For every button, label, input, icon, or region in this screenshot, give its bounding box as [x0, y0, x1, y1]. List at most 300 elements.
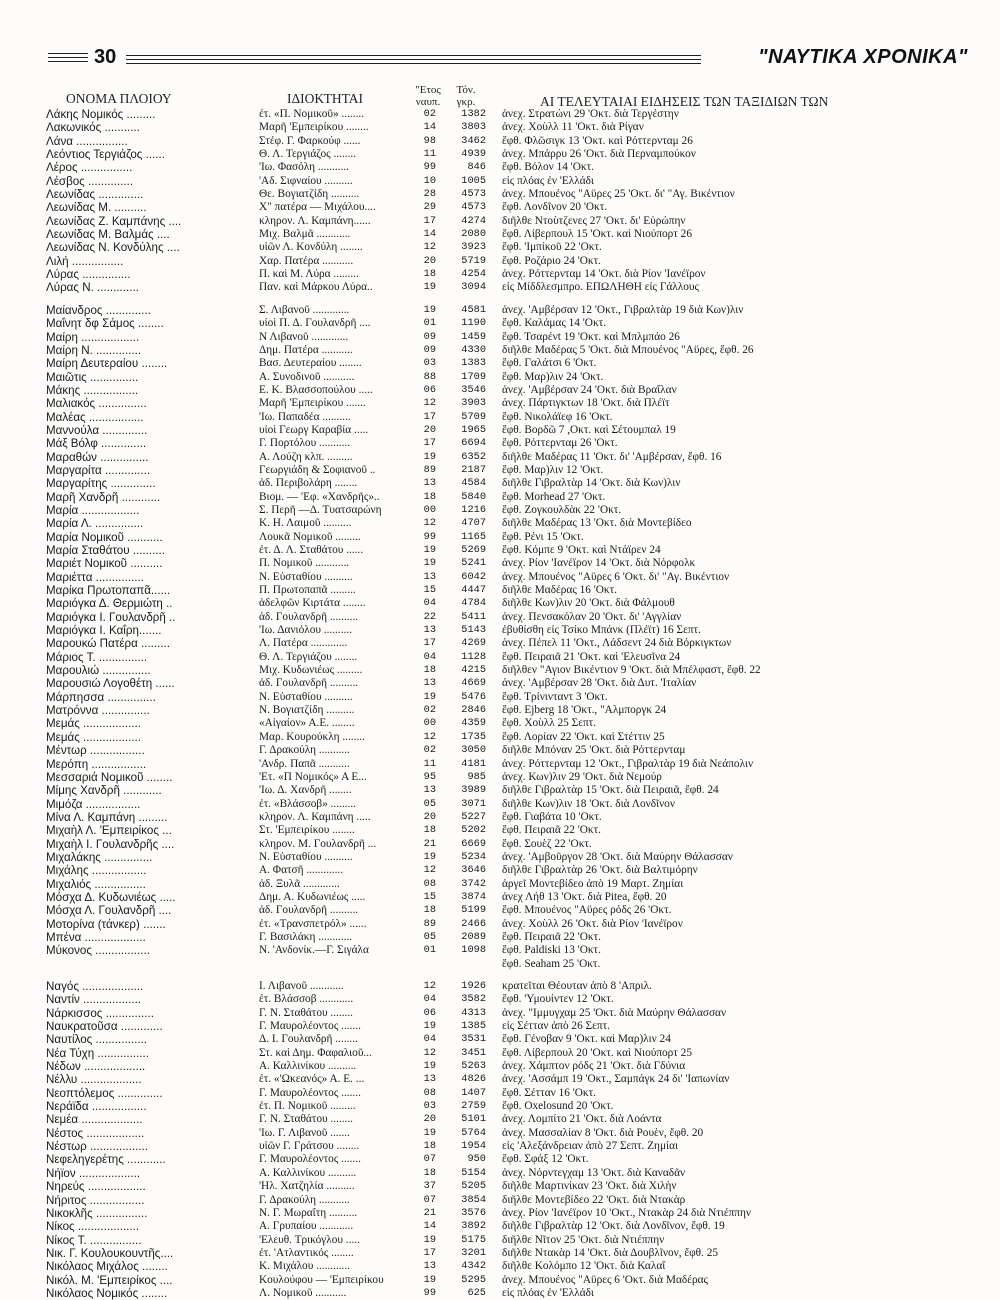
- table-row: [46, 704, 966, 717]
- table-row: [46, 1113, 966, 1126]
- build-year: 03: [423, 1100, 436, 1113]
- build-year: 19: [423, 1060, 436, 1073]
- gross-tonnage: 1098: [461, 944, 486, 957]
- voyage-news: ἀνεχ. 'Αμβέρσαν 12 'Οκτ., Γιβραλτὰρ 19 διὰ Κων)λιν: [502, 303, 744, 316]
- voyage-news: ἔφθ. Λονδῖνον 20 'Οκτ.: [502, 201, 608, 214]
- owner-name: Α. Φατσῆ .............: [259, 864, 344, 877]
- owner-name: Π. Νομικοῦ ............: [259, 557, 350, 570]
- gross-tonnage: 4313: [461, 1006, 486, 1019]
- voyage-news: ἀνεχ. 'Αμβέρσαν 24 'Οκτ. διὰ Βραΐλαν: [502, 383, 677, 396]
- owner-name: Κ. Μιχάλου ............: [259, 1260, 351, 1273]
- gross-tonnage: 3546: [461, 383, 486, 396]
- table-row: [46, 758, 966, 771]
- build-year: 29: [423, 201, 436, 214]
- voyage-news: εἰς Μίδδλεσμπρο. ΕΠΩΛΗΘΗ εἰς Γάλλους: [502, 281, 699, 294]
- ship-name: Μαρίκα Πρωτοπαπᾶ......: [46, 584, 171, 598]
- table-row: [46, 241, 966, 254]
- gross-tonnage: 4707: [461, 517, 486, 530]
- owner-name: Α. Λούζη κλπ. .........: [259, 450, 353, 463]
- table-row: [46, 188, 966, 201]
- table-row: [46, 1180, 966, 1193]
- build-year: 06: [423, 1006, 436, 1019]
- ship-name: Μαλέας .................: [46, 410, 144, 424]
- build-year: 18: [423, 1140, 436, 1153]
- ship-name: Μιχαλιός ................: [46, 877, 146, 891]
- table-row: [46, 1020, 966, 1033]
- gross-tonnage: 5764: [461, 1126, 486, 1139]
- owner-name: 'Ιω. Δανιόλου ..........: [259, 624, 353, 637]
- voyage-news: ἔφθ. Μαρ)λιν 24 'Οκτ.: [502, 370, 604, 383]
- ship-name: Ναυτίλος ................: [46, 1033, 147, 1047]
- build-year: 13: [423, 570, 436, 583]
- ship-name: Μαρία ..................: [46, 503, 140, 517]
- gross-tonnage: 3451: [461, 1046, 486, 1059]
- voyage-news: διῆλθε Ντοὺτζενες 27 'Οκτ. δι' Εὐρώπην: [502, 214, 686, 227]
- gross-tonnage: 1190: [461, 317, 486, 330]
- table-row: [46, 1060, 966, 1073]
- voyage-news: ἔφθ. Γένοβαν 9 'Οκτ. καὶ Μαρ)λιν 24: [502, 1033, 671, 1046]
- build-year: 19: [423, 1020, 436, 1033]
- table-row: [46, 931, 966, 944]
- voyage-news: διῆλθε Μαδέρας 13 'Οκτ. διὰ Μοντεβίδεο: [502, 517, 692, 530]
- table-row: [46, 691, 966, 704]
- build-year: 88: [423, 370, 436, 383]
- ship-name: Νέστος ..................: [46, 1126, 145, 1140]
- owner-name: ἀδ. Γουλανδρῆ ..........: [259, 677, 359, 690]
- ship-name: Νήϊον ...................: [46, 1166, 141, 1180]
- owner-name: ἀδ. Περιβολάρη ........: [259, 477, 358, 490]
- voyage-news: κρατεῖται Θέουταν ἀπὸ 8 'Απριλ.: [502, 980, 652, 992]
- table-row: [46, 215, 966, 228]
- build-year: 12: [423, 241, 436, 254]
- table-row: [46, 1247, 966, 1260]
- ship-name: Νικοκλῆς ................: [46, 1206, 148, 1220]
- owner-name: Παν. καὶ Μάρκου Λύρα..: [259, 281, 373, 294]
- build-year: 11: [423, 757, 436, 770]
- owner-name: Βασ. Δευτεραίου ........: [259, 357, 362, 370]
- table-row: [46, 424, 966, 437]
- build-year: 14: [423, 121, 436, 134]
- voyage-news: ἐβυθίσθη εἰς Τσίκο Μπάνκ (Πλέϊτ) 16 Σεπτ.: [502, 624, 701, 637]
- gross-tonnage: 5295: [461, 1273, 486, 1286]
- gross-tonnage: 1383: [461, 357, 486, 370]
- owner-name: 'Αδ. Σιφναίου ..........: [259, 174, 353, 187]
- table-row: [46, 437, 966, 450]
- table-row: [46, 1153, 966, 1166]
- build-year: 19: [423, 303, 436, 316]
- ship-name: Νέδων ...................: [46, 1060, 146, 1074]
- owner-name: Λ. Πατέρα .............: [259, 637, 348, 650]
- build-year: 00: [423, 717, 436, 730]
- ship-name: Μύκονος .................: [46, 944, 150, 958]
- owner-name: 'Ετ. «Π Νομικός» Α Ε...: [259, 770, 367, 783]
- build-year: 04: [423, 993, 436, 1006]
- ship-name: Νικόλαος Νομικός ........: [46, 1286, 168, 1300]
- owner-name: ἀδελφῶν Κιρτάτα ........: [259, 597, 366, 610]
- column-header-name: ΟΝΟΜΑ ΠΛΟΙΟΥ: [66, 91, 172, 106]
- voyage-news: ἔφθ. Χοὺλλ 25 Σεπτ.: [502, 717, 597, 730]
- owner-name: Σ. Περῆ —Δ. Τυατσαρώνη: [259, 503, 382, 516]
- build-year: 12: [423, 397, 436, 410]
- owner-name: 'Ανδρ. Παπᾶ ...........: [259, 757, 350, 770]
- voyage-news: διῆλθε Μαδέρας 5 'Οκτ. διὰ Μπουένος "Αϋρες, ἔφθ. 26: [502, 343, 754, 356]
- owner-name: Ν. Εὐσταθίου ..........: [259, 570, 353, 583]
- voyage-news: ἔφθ. Νικολάϊεφ 16 'Οκτ.: [502, 410, 613, 423]
- build-year: 95: [423, 770, 436, 783]
- table-row: [46, 838, 966, 851]
- gross-tonnage: 4581: [461, 303, 486, 316]
- table-row: [46, 121, 966, 134]
- voyage-news: ἔφθ. 'Υμουίντεν 12 'Οκτ.: [502, 993, 614, 1006]
- gross-tonnage: 3094: [461, 281, 486, 294]
- ship-name: Νέλλυ ...................: [46, 1073, 142, 1087]
- ship-name: Λιλή ................: [46, 254, 124, 268]
- voyage-news: διῆλθε Μαδέρας 16 'Οκτ.: [502, 584, 617, 597]
- build-year: 15: [423, 584, 436, 597]
- voyage-news: ἔφθ. Καλάμας 14 'Οκτ.: [502, 317, 607, 330]
- gross-tonnage: 6352: [461, 450, 486, 463]
- ship-name: Λεωνίδας Ν. Κονδύλης ....: [46, 241, 180, 255]
- table-row: [46, 717, 966, 730]
- owner-name: Μαρῆ 'Εμπειρίκου .......: [259, 397, 366, 410]
- owner-name: Α. Γρυπαίου ............: [259, 1220, 354, 1233]
- ship-name: Μόσχα Δ. Κυδωνιέως .....: [46, 890, 176, 904]
- voyage-news: ἀνεχ. Μασσαλίαν 8 'Οκτ. διὰ Ρουὲν, ἔφθ. 20: [502, 1126, 704, 1139]
- owner-name: 'Ηλ. Χατζηλία ..........: [259, 1180, 355, 1193]
- build-year: 12: [423, 864, 436, 877]
- table-row: [46, 517, 966, 530]
- owner-name: Ν. Εὐσταθίου ..........: [259, 850, 353, 863]
- voyage-news: ἔφθ. Πειραιᾶ 22 'Οκτ.: [502, 930, 601, 943]
- owner-name: 'Ιω. Φασόλη ...........: [259, 161, 349, 174]
- ship-name: Λακωνικός ...........: [46, 121, 140, 135]
- gross-tonnage: 4269: [461, 637, 486, 650]
- gross-tonnage: 5476: [461, 690, 486, 703]
- table-row: [46, 344, 966, 357]
- table-row: [46, 331, 966, 344]
- owner-name: Α. Καλλινίκου ..........: [259, 1166, 357, 1179]
- ship-name: Νικ. Γ. Κουλουκουντῆς....: [46, 1246, 174, 1260]
- owner-name: ἀδ. Γουλανδρῆ ..........: [259, 610, 359, 623]
- table-row: [46, 464, 966, 477]
- owner-name: Δ. Ι. Γουλανδρῆ ........: [259, 1033, 358, 1046]
- table-row: [46, 491, 966, 504]
- table-row: [46, 958, 966, 971]
- table-row: [46, 228, 966, 241]
- owner-name: Γ. Βασιλάκη ............: [259, 930, 353, 943]
- owner-name: Δημ. Πατέρα ...........: [259, 343, 353, 356]
- table-row: [46, 317, 966, 330]
- owner-name: Μαρῆ 'Εμπειρίκου ........: [259, 121, 369, 134]
- table-row: [46, 1127, 966, 1140]
- voyage-news: ἔφθ. Σφάξ 12 'Οκτ.: [502, 1153, 589, 1166]
- ship-name: Μάξ Βόλφ ..............: [46, 437, 147, 451]
- voyage-news: ἔφθ. Ροζάριο 24 'Οκτ.: [502, 254, 601, 267]
- voyage-news: ἔφθ. Morhead 27 'Οκτ.: [502, 490, 606, 503]
- gross-tonnage: 5202: [461, 824, 486, 837]
- ship-name: Λύρας Ν. .............: [46, 281, 139, 295]
- table-row: [46, 1140, 966, 1153]
- gross-tonnage: 3201: [461, 1246, 486, 1259]
- table-row: [46, 268, 966, 281]
- owner-name: Μιχ. Κυδωνιέως .........: [259, 664, 363, 677]
- ship-name: Λάκης Νομικός .........: [46, 108, 156, 121]
- ship-name: Λεόντιος Τεργιάζος ......: [46, 148, 165, 162]
- ship-name: Μίνα Λ. Καμπάνη .........: [46, 810, 168, 824]
- gross-tonnage: 1459: [461, 330, 486, 343]
- ship-name: Μιχαὴλ Λ. 'Εμπειρίκος ...: [46, 824, 172, 838]
- voyage-news: διῆλθε Μπόναν 25 'Οκτ. διὰ Ρόττερνταμ: [502, 744, 686, 757]
- table-row: [46, 477, 966, 490]
- voyage-news: ἀνεχ. 'Αμβοῦργον 28 'Οκτ. διὰ Μαύρην Θάλασσαν: [502, 850, 733, 863]
- owner-name: Γεωργιάδη & Σοφιανοῦ ..: [259, 463, 376, 476]
- build-year: 18: [423, 1166, 436, 1179]
- owner-name: υἱοὶ Γεωργ Καραβία .....: [259, 423, 369, 436]
- table-row: [46, 175, 966, 188]
- ship-name: Μιμόζα .................: [46, 797, 141, 811]
- build-year: 14: [423, 228, 436, 241]
- build-year: 89: [423, 917, 436, 930]
- ship-name: Μερόπη .................: [46, 757, 147, 771]
- ship-name: Νήριτος .................: [46, 1193, 145, 1207]
- ship-name: Νεράϊδα .................: [46, 1100, 147, 1114]
- build-year: 37: [423, 1180, 436, 1193]
- voyage-news: ἔφθ. Paldiski 13 'Οκτ.: [502, 944, 601, 957]
- table-row: [46, 1287, 966, 1300]
- ship-name: Μιχάλης .................: [46, 864, 147, 878]
- table-row: [46, 531, 966, 544]
- column-header-news: ΑΙ ΤΕΛΕΥΤΑΙΑΙ ΕΙΔΗΣΕΙΣ ΤΩΝ ΤΑΞΙΔΙΩΝ ΤΩΝ: [540, 94, 829, 109]
- build-year: 19: [423, 557, 436, 570]
- voyage-news: ἀνεχ. Χοὺλλ 11 'Οκτ. διὰ Ρίγαν: [502, 121, 644, 134]
- ship-name: Μαίρη ..................: [46, 330, 140, 344]
- gross-tonnage: 2466: [461, 917, 486, 930]
- ship-name: Μοτορίνα (τάνκερ) .......: [46, 917, 166, 931]
- owner-name: Γ. Μαυρολέοντος .......: [259, 1086, 361, 1099]
- voyage-news: εἰς πλόας ἐν 'Ελλάδι: [502, 174, 594, 187]
- voyage-news: διῆλθε Μοντεβίδεο 22 'Οκτ. διὰ Ντακὰρ: [502, 1193, 686, 1206]
- table-row: [46, 878, 966, 891]
- table-row: [46, 891, 966, 904]
- header-rule-middle: [126, 52, 701, 64]
- ship-name: Νηρεύς ..................: [46, 1180, 146, 1194]
- ship-name: Ναυκρατοῦσα .............: [46, 1020, 163, 1034]
- build-year: 18: [423, 490, 436, 503]
- voyage-news: ἀνεχ. Πενσακόλαν 20 'Οκτ. δι' 'Αγγλίαν: [502, 610, 682, 623]
- build-year: 00: [423, 503, 436, 516]
- gross-tonnage: 1385: [461, 1020, 486, 1033]
- build-year: 17: [423, 637, 436, 650]
- gross-tonnage: 4939: [461, 148, 486, 161]
- build-year: 20: [423, 423, 436, 436]
- gross-tonnage: 2080: [461, 228, 486, 241]
- owner-name: Γ. Μαυρολέοντος .......: [259, 1020, 361, 1033]
- gross-tonnage: 3923: [461, 241, 486, 254]
- build-year: 07: [423, 1193, 436, 1206]
- voyage-news: ἀργεῖ Μοντεβίδεο ἀπὸ 19 Μαρτ. Ζημίαι: [502, 877, 684, 890]
- column-header-owners: ΙΔΙΟΚΤΗΤΑΙ: [287, 91, 363, 106]
- voyage-news: ἀνεχ. Μπουένος "Αϋρες 25 'Οκτ. δι' "Αγ. Βικέντιον: [502, 188, 735, 201]
- ship-name: Μαρῆ Χανδρῆ ............: [46, 490, 161, 504]
- owner-name: ἐτ. 'Ατλαντικός ........: [259, 1246, 354, 1259]
- owner-name: Α. Καλλινίκου ..........: [259, 1060, 357, 1073]
- table-row: [46, 1100, 966, 1113]
- owner-name: υἱοὶ Π. Δ. Γουλανδρῆ ....: [259, 317, 371, 330]
- voyage-news: ἔφθ. Seaham 25 'Οκτ.: [502, 957, 601, 970]
- gross-tonnage: 6669: [461, 837, 486, 850]
- build-year: 18: [423, 824, 436, 837]
- ship-name: Μαριέτ Νομικοῦ ..........: [46, 557, 163, 571]
- table-row: [46, 397, 966, 410]
- ship-name: Μαιῶτις ...............: [46, 370, 139, 384]
- gross-tonnage: 5101: [461, 1113, 486, 1126]
- owner-name: Βιομ. — 'Εφ. «Χανδρῆς»..: [259, 490, 380, 503]
- ship-name: Μάκης .................: [46, 383, 139, 397]
- ship-name: Μαίανδρος ..............: [46, 303, 151, 317]
- owner-name: Π. Πρωτοπαπᾶ .........: [259, 584, 356, 597]
- build-year: 18: [423, 664, 436, 677]
- ship-name: Ματρόννα ...............: [46, 704, 150, 718]
- table-row: [46, 304, 966, 317]
- gross-tonnage: 4584: [461, 477, 486, 490]
- table-row: [46, 148, 966, 161]
- build-year: 10: [423, 174, 436, 187]
- owner-name: Δημ. Α. Κυδωνιέως .....: [259, 890, 366, 903]
- voyage-news: ἔφθ. Πειραιᾶ 22 'Οκτ.: [502, 824, 601, 837]
- voyage-news: ἀνεχ. "Ιμμυγχαμ 25 'Οκτ. διὰ Μαύρην Θάλασσαν: [502, 1006, 727, 1019]
- ship-name: Λεωνίδας ..............: [46, 188, 144, 202]
- gross-tonnage: 5199: [461, 904, 486, 917]
- build-year: 05: [423, 930, 436, 943]
- table-row: [46, 904, 966, 917]
- owner-name: ἐτ. Π. Νομικοῦ .........: [259, 1100, 356, 1113]
- owner-name: Λ. Νομικοῦ ...........: [259, 1286, 347, 1299]
- ship-name: Νίκος ...................: [46, 1220, 140, 1234]
- build-year: 22: [423, 610, 436, 623]
- voyage-news: ἀνεχ. Ρίον 'Ιανέϊρον 10 'Οκτ., Ντακὰρ 24 διὰ Ντιέππην: [502, 1206, 752, 1219]
- ship-name: Μέντωρ .................: [46, 744, 145, 758]
- table-row: [46, 411, 966, 424]
- owner-name: Στ. 'Εμπειρίκου ........: [259, 824, 355, 837]
- ship-name: Μάριος Τ. ...............: [46, 650, 148, 664]
- gross-tonnage: 4330: [461, 343, 486, 356]
- gross-tonnage: 3071: [461, 797, 486, 810]
- build-year: 14: [423, 1220, 436, 1233]
- ship-name: Νίκος Τ. ................: [46, 1233, 142, 1247]
- gross-tonnage: 4215: [461, 664, 486, 677]
- owner-name: «Αἰγαίον» Α.Ε. ........: [259, 717, 355, 730]
- owner-name: Ν. Εὐσταθίου ..........: [259, 690, 353, 703]
- voyage-news: διῆλθε Γιβραλτὰρ 26 'Οκτ. διὰ Βαλτιμόρην: [502, 864, 698, 877]
- voyage-news: διῆλθε Νῖτον 25 'Οκτ. διὰ Ντιέππην: [502, 1233, 665, 1246]
- build-year: 19: [423, 1126, 436, 1139]
- table-row: [46, 1167, 966, 1180]
- build-year: 02: [423, 108, 436, 120]
- build-year: 04: [423, 650, 436, 663]
- table-row: [46, 384, 966, 397]
- table-row: [46, 1260, 966, 1273]
- gross-tonnage: 4254: [461, 268, 486, 281]
- gross-tonnage: 3531: [461, 1033, 486, 1046]
- table-row: [46, 571, 966, 584]
- ship-name: Νέα Τύχη ................: [46, 1046, 149, 1060]
- owner-name: Γ. Δρακούλη ...........: [259, 744, 350, 757]
- ship-name: Μαριόγκα Δ. Θερμιώτη ..: [46, 597, 173, 611]
- owner-name: ἀδ. Γουλανδρῆ ..........: [259, 904, 359, 917]
- voyage-news: ἔφθ. Oxelosund 20 'Οκτ.: [502, 1100, 614, 1113]
- owner-name: Χαρ. Πατέρα ...........: [259, 254, 354, 267]
- owner-name: Στέφ. Γ. Φαρκούφ ......: [259, 134, 361, 147]
- gross-tonnage: 5143: [461, 624, 486, 637]
- ship-name: Μαΐνητ δφ Σάμος ........: [46, 317, 164, 331]
- build-year: 02: [423, 704, 436, 717]
- build-year: 19: [423, 1233, 436, 1246]
- owner-name: Γ. Πορτόλου ...........: [259, 437, 351, 450]
- table-row: [46, 811, 966, 824]
- owner-name: ἐτ. «Τρανσπετρόλ» ......: [259, 917, 367, 930]
- build-year: 12: [423, 517, 436, 530]
- ship-name: Μαρία Σταθάτου ..........: [46, 544, 165, 557]
- voyage-news: διῆλθε Κων)λιν 20 'Οκτ. διὰ Φάλμουθ: [502, 597, 675, 610]
- voyage-news: ἀνεχ. 'Αμβέρσαν 28 'Οκτ. διὰ Δυτ. 'Ιταλίαν: [502, 677, 697, 690]
- voyage-news: ἀνεχ Λήθ 13 'Οκτ. διὰ Pitea, ἔφθ. 20: [502, 890, 667, 903]
- table-row: [46, 864, 966, 877]
- ship-name: Μαρουκώ Πατέρα .........: [46, 637, 171, 651]
- build-year: 09: [423, 330, 436, 343]
- table-row: [46, 1220, 966, 1233]
- build-year: 19: [423, 850, 436, 863]
- owner-name: 'Ελευθ. Τρικόγλου .....: [259, 1233, 360, 1246]
- gross-tonnage: 4359: [461, 717, 486, 730]
- table-row: [46, 851, 966, 864]
- voyage-news: εἰς Σέτταν ἀπὸ 26 Σεπτ.: [502, 1020, 610, 1033]
- table-row: [46, 798, 966, 811]
- build-year: 17: [423, 410, 436, 423]
- voyage-news: ἔφθ. Σέτταν 16 'Οκτ.: [502, 1086, 596, 1099]
- gross-tonnage: 1005: [461, 174, 486, 187]
- owner-name: Π. καὶ Μ. Λύρα .........: [259, 268, 359, 281]
- build-year: 12: [423, 1046, 436, 1059]
- build-year: 13: [423, 1073, 436, 1086]
- owner-name: Ν. Γ. Μωραΐτη ..........: [259, 1206, 358, 1219]
- ship-name: Λεωνίδας Ζ. Καμπάνης ....: [46, 214, 182, 228]
- build-year: 04: [423, 1033, 436, 1046]
- build-year: 03: [423, 357, 436, 370]
- voyage-news: ἔφθ. Λίβερπουλ 20 'Οκτ. καὶ Νιούπορτ 25: [502, 1046, 692, 1059]
- build-year: 20: [423, 1113, 436, 1126]
- voyage-news: ἔφθ. Μαρ)λιν 12 'Οκτ.: [502, 463, 604, 476]
- voyage-news: ἀνεχ. Μπουένος "Αϋρες 6 'Οκτ. διὰ Μαδέρας: [502, 1273, 708, 1286]
- ship-name: Μαραθών ...............: [46, 450, 149, 464]
- build-year: 07: [423, 1153, 436, 1166]
- build-year: 21: [423, 1206, 436, 1219]
- gross-tonnage: 1735: [461, 730, 486, 743]
- build-year: 99: [423, 530, 436, 543]
- owner-name: ἀδ. Ξυλᾶ .............: [259, 877, 340, 890]
- table-row: [46, 584, 966, 597]
- table-row: [46, 664, 966, 677]
- gross-tonnage: 1709: [461, 370, 486, 383]
- voyage-news: ἔφθ. Τσαρένt 19 'Οκτ. καὶ Μπλμπάο 26: [502, 330, 680, 343]
- ship-name: Μεσσαριά Νομικοῦ ........: [46, 770, 173, 784]
- ship-name: Μεμάς ..................: [46, 717, 141, 731]
- owner-name: κληρον. Μ. Γουλανδρῆ ...: [259, 837, 377, 850]
- gross-tonnage: 4573: [461, 188, 486, 201]
- gross-tonnage: 5227: [461, 810, 486, 823]
- build-year: 19: [423, 450, 436, 463]
- table-row: [46, 451, 966, 464]
- gross-tonnage: 6694: [461, 437, 486, 450]
